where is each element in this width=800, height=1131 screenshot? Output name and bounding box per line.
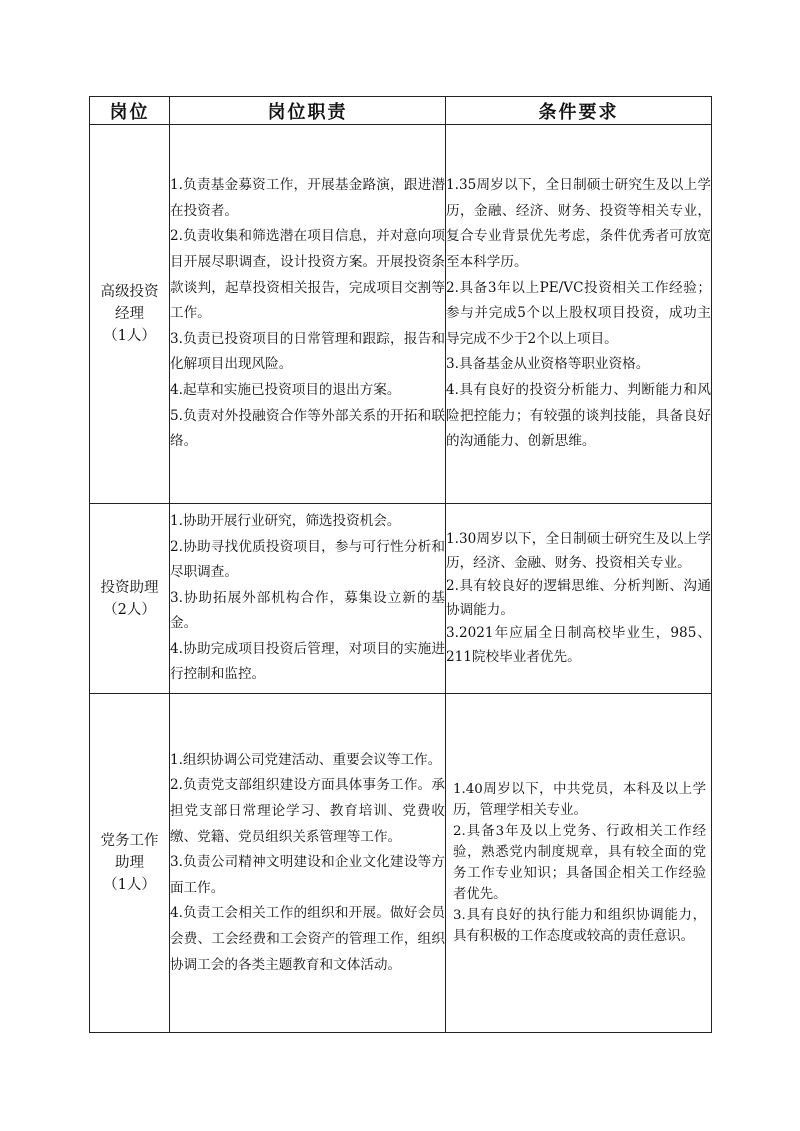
table-row bbox=[90, 694, 712, 1033]
duty-item: 3.负责已投资项目的日常管理和跟踪，报告和化解项目出现风险。 bbox=[170, 330, 445, 373]
duty-item: 5.负责对外投融资合作等外部关系的开拓和联络。 bbox=[170, 407, 445, 450]
requirement-item: 2.具备3年以上PE/VC投资相关工作经验；参与并完成5个以上股权项目投资，成功主导完成不少于2个以上项目。 bbox=[446, 279, 711, 347]
duty-item: 2.负责收集和筛选潜在项目信息，并对意向项目开展尽职调查，设计投资方案。开展投资条款谈判，起草投资相关报告，完成项目交割等工作。 bbox=[170, 228, 445, 322]
duty-item: 2.负责党支部组织建设方面具体事务工作。承担党支部日常理论学习、教育培训、党费收缴、党籍、党员组织关系管理等工作。 bbox=[170, 777, 445, 845]
position-cell: 党务工作 助理 （1人） bbox=[90, 694, 170, 1033]
job-positions-table bbox=[89, 96, 712, 1033]
requirements-cell bbox=[446, 694, 712, 1033]
position-cell: 投资助理 （2人） bbox=[90, 504, 170, 694]
requirements-cell bbox=[446, 504, 712, 694]
duty-item: 3.协助拓展外部机构合作，募集设立新的基金。 bbox=[170, 589, 445, 632]
table-row bbox=[90, 504, 712, 694]
duty-item: 1.协助开展行业研究，筛选投资机会。 bbox=[170, 512, 401, 529]
duty-item: 4.起草和实施已投资项目的退出方案。 bbox=[170, 381, 401, 398]
duty-item: 2.协助寻找优质投资项目，参与可行性分析和尽职调查。 bbox=[170, 538, 445, 581]
requirement-item: 3.具备基金从业资格等职业资格。 bbox=[446, 356, 650, 373]
header-position: 岗位 bbox=[90, 97, 170, 125]
duty-item: 1.负责基金募资工作，开展基金路演，跟进潜在投资者。 bbox=[170, 177, 445, 219]
requirement-item: 1.35周岁以下，全日制硕士研究生及以上学历，金融、经济、财务、投资等相关专业，复合专业背景优先考虑，条件优秀者可放宽至本科学历。 bbox=[446, 177, 711, 271]
requirement-item: 4.具有良好的投资分析能力、判断能力和风险把控能力；有较强的谈判技能，具备良好的沟通能力、创新思维。 bbox=[446, 381, 711, 450]
duties-cell bbox=[170, 694, 446, 1033]
requirement-item: 3.具有良好的执行能力和组织协调能力，具有积极的工作态度或较高的责任意识。 bbox=[453, 908, 706, 944]
duty-item: 1.组织协调公司党建活动、重要会议等工作。 bbox=[170, 751, 442, 768]
duty-item: 4.协助完成项目投资后管理，对项目的实施进行控制和监控。 bbox=[170, 640, 445, 683]
position-cell: 高级投资 经理 （1人） bbox=[90, 125, 170, 504]
requirements-cell bbox=[446, 125, 712, 504]
requirement-item: 1.40周岁以下，中共党员，本科及以上学历，管理学相关专业。 bbox=[453, 782, 706, 818]
table-row bbox=[90, 125, 712, 504]
requirement-item: 3.2021年应届全日制高校毕业生，985、211院校毕业者优先。 bbox=[446, 625, 711, 665]
header-requirements: 条件要求 bbox=[446, 97, 712, 125]
duties-cell bbox=[170, 504, 446, 694]
header-duties: 岗位职责 bbox=[170, 97, 446, 125]
duties-cell bbox=[170, 125, 446, 504]
duty-item: 3.负责公司精神文明建设和企业文化建设等方面工作。 bbox=[170, 854, 445, 896]
duty-item: 4.负责工会相关工作的组织和开展。做好会员会费、工会经费和工会资产的管理工作，组织协调工会的各类主题教育和文体活动。 bbox=[170, 905, 445, 973]
requirement-item: 2.具备3年及以上党务、行政相关工作经验，熟悉党内制度规章，具有较全面的党务工作专业知识；具备国企相关工作经验者优先。 bbox=[453, 824, 706, 902]
table-header-row bbox=[90, 97, 712, 125]
requirement-item: 1.30周岁以下，全日制硕士研究生及以上学历，经济、金融、财务、投资相关专业。 bbox=[446, 531, 711, 571]
requirement-item: 2.具有较良好的逻辑思维、分析判断、沟通协调能力。 bbox=[446, 578, 711, 618]
